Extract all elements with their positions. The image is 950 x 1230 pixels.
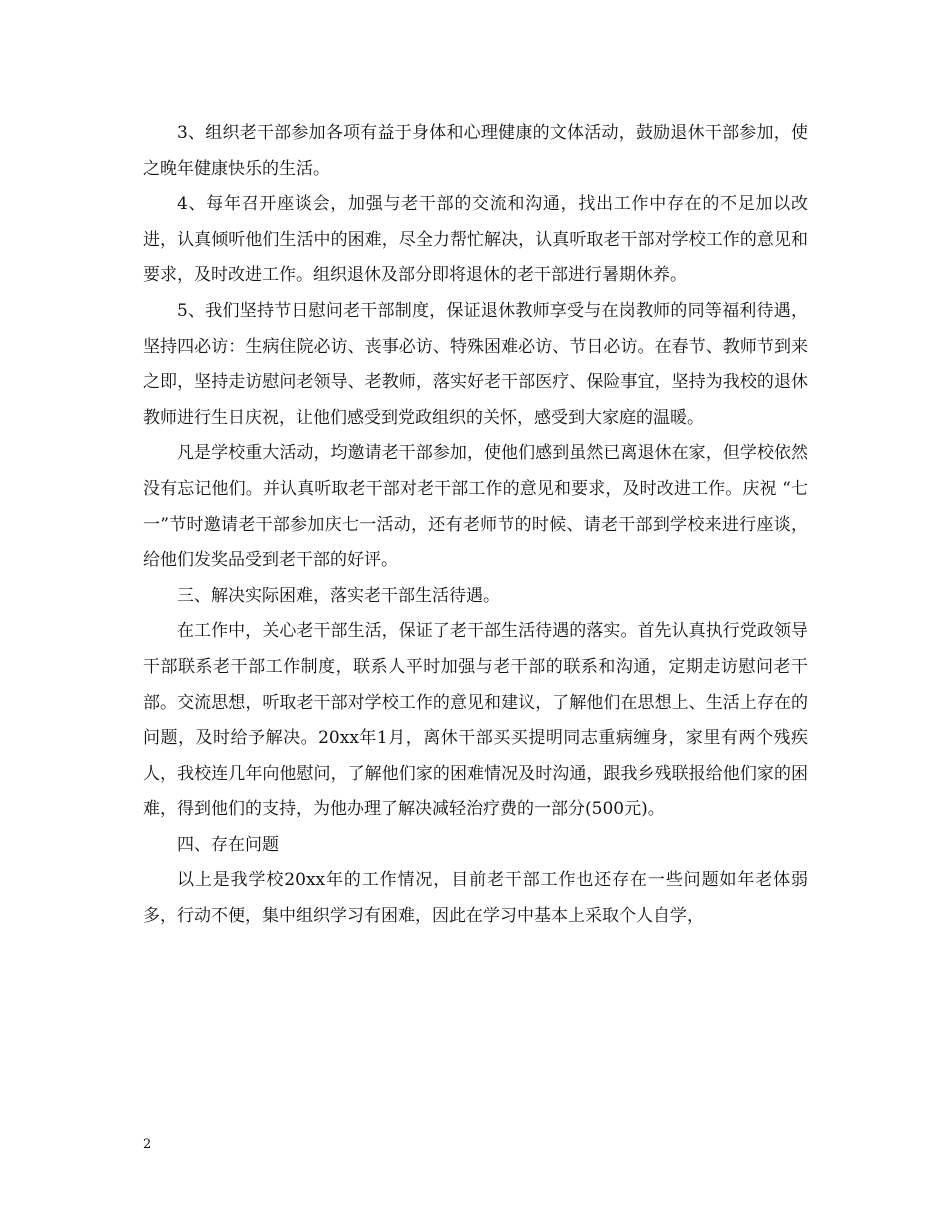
paragraph-existing-problems: 以上是我学校20xx年的工作情况，目前老干部工作也还存在一些问题如年老体弱多，行动不便，集中组织学习有困难，因此在学习中基本上采取个人自学， [143,870,808,927]
paragraph-living-care: 在工作中，关心老干部生活，保证了老干部生活待遇的落实。首先认真执行党政领导干部联系老干部工作制度，联系人平时加强与老干部的联系和沟通，定期走访慰问老干部。交流思想，听取老干部对学校工作的意见和建议，了解他们在思想上、生活上存在的问题，及时给予解决。20xx年1月，离休干部买买提明同志重病缠身，家里有两个残疾人，我校连几年向他慰问，了解他们家的困难情况及时沟通，跟我乡残联报给他们家的困难，得到他们的支持，为他办理了解决减轻治疗费的一部分(500元)。 [143,621,808,820]
section-heading-4: 四、存在问题 [177,834,279,855]
paragraph-item-5: 5、我们坚持节日慰问老干部制度，保证退休教师享受与在岗教师的同等福利待遇，坚持四必访：生病住院必访、丧事必访、特殊困难必访、节日必访。在春节、教师节到来之即，坚持走访慰问老领导、老教师，落实好老干部医疗、保险事宜，坚持为我校的退休教师进行生日庆祝，让他们感受到党政组织的关怀，感受到大家庭的温暖。 [143,300,808,428]
paragraph-major-activities: 凡是学校重大活动，均邀请老干部参加，使他们感到虽然已离退休在家，但学校依然没有忘记他们。并认真听取老干部对老干部工作的意见和要求，及时改进工作。庆祝 “七一”节时邀请老干部参加庆七一活动，还有老师节的时候、请老干部到学校来进行座谈，给他们发奖品受到老干部的好评。 [143,443,808,571]
paragraph-item-3: 3、组织老干部参加各项有益于身体和心理健康的文体活动，鼓励退休干部参加，使之晚年健康快乐的生活。 [143,123,808,179]
section-heading-3: 三、解决实际困难，落实老干部生活待遇。 [177,585,500,606]
page-number: 2 [143,1137,152,1152]
paragraph-item-4: 4、每年召开座谈会，加强与老干部的交流和沟通，找出工作中存在的不足加以改进，认真倾听他们生活中的困难，尽全力帮忙解决，认真听取老干部对学校工作的意见和要求，及时改进工作。组织退休及部分即将退休的老干部进行暑期休养。 [143,194,808,286]
document-body [143,116,808,935]
